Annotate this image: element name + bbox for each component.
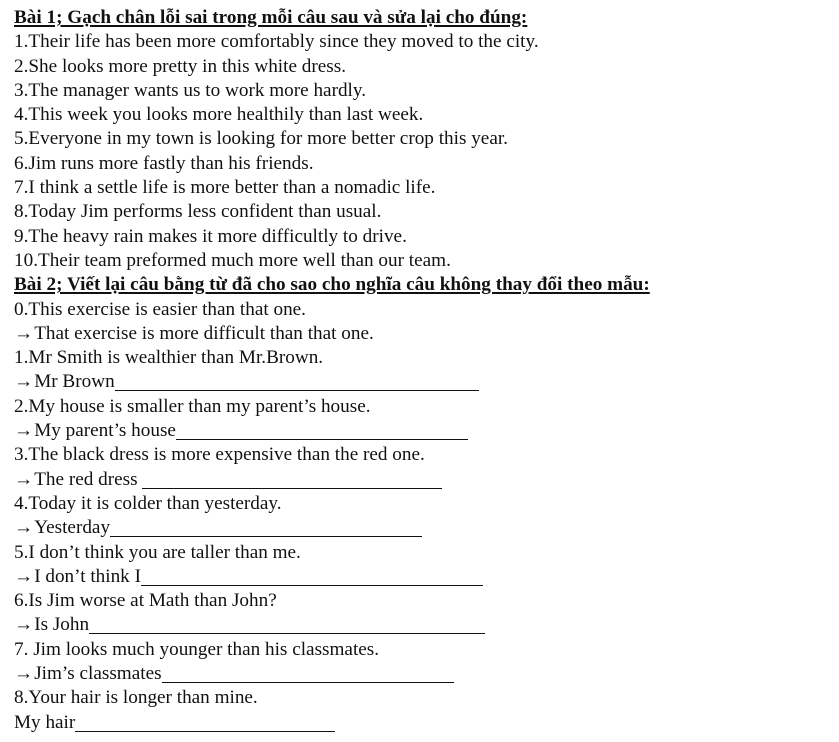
exercise-1-item: 2.She looks more pretty in this white dress. (14, 55, 347, 77)
exercise-2-heading: Bài 2; Viết lại câu bằng từ đã cho sao cho nghĩa câu không thay đổi theo mẫu: (14, 274, 650, 296)
arrow-right-icon: → (14, 468, 34, 490)
answer-blank[interactable] (75, 717, 335, 732)
answer-blank[interactable] (110, 522, 422, 537)
exercise-1-heading: Bài 1; Gạch chân lỗi sai trong mỗi câu sau và sửa lại cho đúng: (14, 7, 528, 28)
arrow-right-icon: → (14, 420, 34, 442)
exercise-2-sentence: 8.Your hair is longer than mine. (14, 687, 258, 709)
exercise-2-sentence: 1.Mr Smith is wealthier than Mr.Brown. (14, 347, 324, 369)
example-answer-text: That exercise is more difficult than that one. (34, 322, 374, 344)
exercise-2-answer-row (14, 613, 839, 637)
example-sentence: 0.This exercise is easier than that one. (14, 298, 306, 320)
answer-blank[interactable] (141, 571, 483, 586)
exercise-1-item: 6.Jim runs more fastly than his friends. (14, 152, 314, 174)
exercise-2-sentence: 2.My house is smaller than my parent’s house. (14, 395, 371, 417)
answer-blank[interactable] (162, 668, 454, 683)
example-answer (14, 322, 839, 346)
answer-prompt: I don’t think I (34, 565, 141, 587)
exercise-2-answer-row (14, 662, 839, 686)
arrow-right-icon: → (14, 371, 34, 393)
answer-prompt: The red dress (34, 468, 143, 490)
exercise-1-item: 10.Their team preformed much more well than our team. (14, 249, 451, 271)
answer-prompt: Yesterday (34, 517, 111, 539)
exercise-2-answer-row (14, 370, 839, 394)
exercise-1-item: 1.Their life has been more comfortably since they moved to the city. (14, 31, 539, 53)
exercise-2-sentence: 7. Jim looks much younger than his classmates. (14, 638, 380, 660)
exercise-2-sentence: 6.Is Jim worse at Math than John? (14, 590, 277, 612)
exercise-1-item: 3.The manager wants us to work more hardly. (14, 79, 367, 101)
arrow-right-icon: → (14, 322, 34, 344)
exercise-1-item: 8.Today Jim performs less confident than usual. (14, 201, 382, 223)
exercise-2-answer-row (14, 711, 839, 735)
arrow-right-icon: → (14, 565, 34, 587)
arrow-right-icon: → (14, 614, 34, 636)
exercise-1-item: 9.The heavy rain makes it more difficultly to drive. (14, 225, 407, 247)
answer-prompt: Is John (34, 614, 90, 636)
exercise-2-answer-row (14, 516, 839, 540)
exercise-2-answer-row (14, 468, 839, 492)
answer-blank[interactable] (176, 425, 468, 440)
exercise-1-item: 7.I think a settle life is more better than a nomadic life. (14, 177, 436, 199)
arrow-right-icon: → (14, 517, 34, 539)
exercise-2-answer-row (14, 565, 839, 589)
exercise-2-answer-row (14, 419, 839, 443)
worksheet (14, 6, 839, 735)
exercise-2-sentence: 4.Today it is colder than yesterday. (14, 492, 282, 514)
answer-blank[interactable] (142, 474, 442, 489)
answer-prompt: Jim’s classmates (34, 663, 162, 685)
arrow-right-icon: → (14, 663, 34, 685)
answer-blank[interactable] (115, 376, 479, 391)
exercise-2-sentence: 3.The black dress is more expensive than the red one. (14, 444, 425, 466)
exercise-2-sentence: 5.I don’t think you are taller than me. (14, 541, 301, 563)
answer-blank[interactable] (89, 619, 485, 634)
exercise-1-item: 5.Everyone in my town is looking for more better crop this year. (14, 128, 508, 150)
exercise-1-item: 4.This week you looks more healthily than last week. (14, 104, 424, 126)
answer-prompt: My parent’s house (34, 420, 176, 442)
answer-prompt: Mr Brown (34, 371, 115, 393)
answer-prompt: My hair (14, 711, 76, 733)
